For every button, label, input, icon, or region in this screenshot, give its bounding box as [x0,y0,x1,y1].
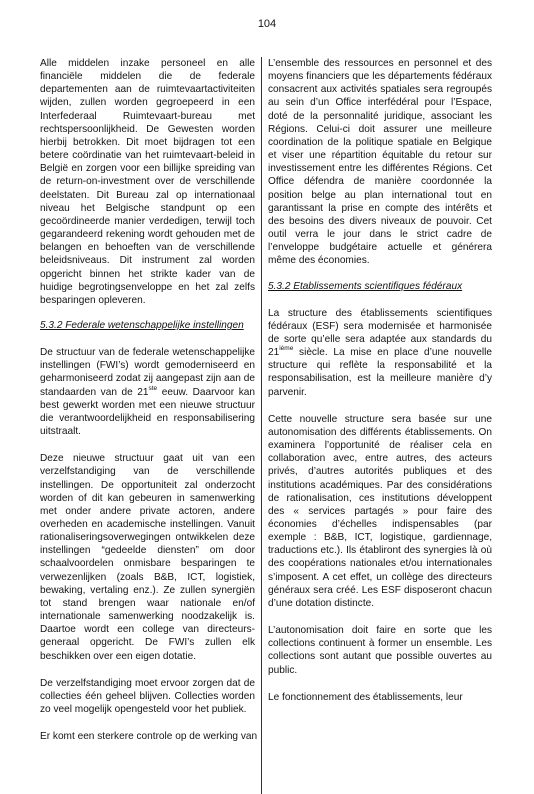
paragraph-fwi-structure-nl [40,346,255,438]
text: De structuur van de federale wetenschappelijke instellingen (FWI’s) wordt gemoderniseerd en geharmoniseerd zodat zij aangepast zijn aan de standaarden van de 21 [40,347,255,398]
text: siècle. La mise en place d’une nouvelle structure qui reflète la responsabilité et la responsabilisation, est la meilleure manière d’y parvenir. [268,347,492,398]
page-number: 104 [257,18,277,30]
paragraph-space-office-fr: L’ensemble des ressources en personnel et des moyens financiers que les départements fédéraux consacrent aux activités spatiales sera regroupés au sein d’un Office interfédéral pour l’Espace, doté de la personnalité juridique, associant les Régions. Celui-ci doit assurer une meilleure coordination de la politique spatiale en Belgique et viser une répartition équitable du retour sur investissement entre les différentes Régions. Cet Office défendra de manière coordonnée la position belge au plan international tout en garantissant la prise en compte des intérêts et des besoins des divers niveaux de pouvoir. Cet outil verra le jour dans le strict cadre de l’enveloppe budgétaire actuelle et générera même des économies. [268,58,492,267]
french-column [268,57,492,794]
paragraph-autonomy-nl: Deze nieuwe structuur gaat uit van een verzelfstandiging van de verschillende instellingen. De opportuniteit zal onderzocht worden of dit kan gebeuren in samenwerking met onder andere private actoren, andere overheden en academische instellingen. Vanuit rationaliseringsoverwegingen ontwikkelen deze instellingen “gedeelde diensten” om door schaalvoordelen onmisbare besparingen te verwezenlijken (zoals B&B, ICT, logistiek, bewaking, vertaling enz.). Ze zullen synergiën tot stand brengen waar nationale en/of internationale samenwerking noodzakelijk is. Daartoe wordt een college van directeurs-generaal opgericht. De FWI’s zullen elk beschikken over een eigen dotatie. [40,453,255,662]
paragraph-esf-structure-fr [268,307,492,399]
superscript: ième [279,345,294,353]
paragraph-collections-nl: De verzelfstandiging moet ervoor zorgen dat de collecties één geheel blijven. Collecties worden zo veel mogelijk opengesteld voor het publiek. [40,677,255,716]
dutch-column [40,57,258,794]
paragraph-collections-fr: L’autonomisation doit faire en sorte que les collections continuent à former un ensemble. Les collections sont autant que possible ouvertes au public. [268,625,492,676]
section-heading-nl: 5.3.2 Federale wetenschappelijke instellingen [40,319,244,331]
section-heading-fr: 5.3.2 Etablissements scientifiques fédéraux [268,280,463,292]
paragraph-space-office-nl: Alle middelen inzake personeel en alle financiële middelen die de federale departementen aan de ruimtevaartactiviteiten wijden, zullen worden gegroepeerd in een Interfederaal Ruimtevaart-bureau met rechtspersoonlijkheid. De Gewesten worden hierbij betrokken. Dit moet bijdragen tot een betere coördinatie van het ruimtevaart-beleid in België en zorgen voor een billijke spreiding van de return-on-investment over de verschillende deelstaten. Dit Bureau zal op internationaal niveau het Belgische standpunt op een gecoördineerde manier verdedigen, terwijl toch gegarandeerd rekening wordt gehouden met de belangen en behoeften van de verschillende beleidsniveaus. Dit instrument zal worden opgericht binnen het strikte kader van de huidige begrotingsenveloppe en het zal zelfs besparingen opleveren. [40,58,255,306]
column-divider [261,57,262,794]
text: eeuw. Daarvoor kan best gewerkt worden met een nieuwe structuur die verantwoordelijkheid en responsabilisering uitstraalt. [40,386,255,438]
text: La structure des établissements scientifiques fédéraux (ESF) sera modernisée et harmonisée de sorte qu’elle sera adaptée aux standards du 21 [268,307,492,359]
superscript: ste [148,384,158,392]
paragraph-autonomy-fr: Cette nouvelle structure sera basée sur une autonomisation des différents établissements. On examinera l’opportunité de réaliser cela en collaboration avec, entre autres, des acteurs privés, d’autres autorités publiques et des institutions académiques. Par des considérations de rationalisation, ces institutions développent des « services partagés » pour faire des économies d’échelles indispensables (par exemple : B&B, ICT, logistique, gardiennage, traductions etc.). Ils établiront des synergies là où des coopérations nationales et/ou internationales s’imposent. A cet effet, un collège des directeurs généraux sera créé. Les ESF disposeront chacun d’une dotation distincte. [268,413,492,609]
paragraph-control-nl: Er komt een sterkere controle op de werking van [40,731,258,743]
paragraph-control-fr: Le fonctionnement des établissements, leur [268,691,463,703]
